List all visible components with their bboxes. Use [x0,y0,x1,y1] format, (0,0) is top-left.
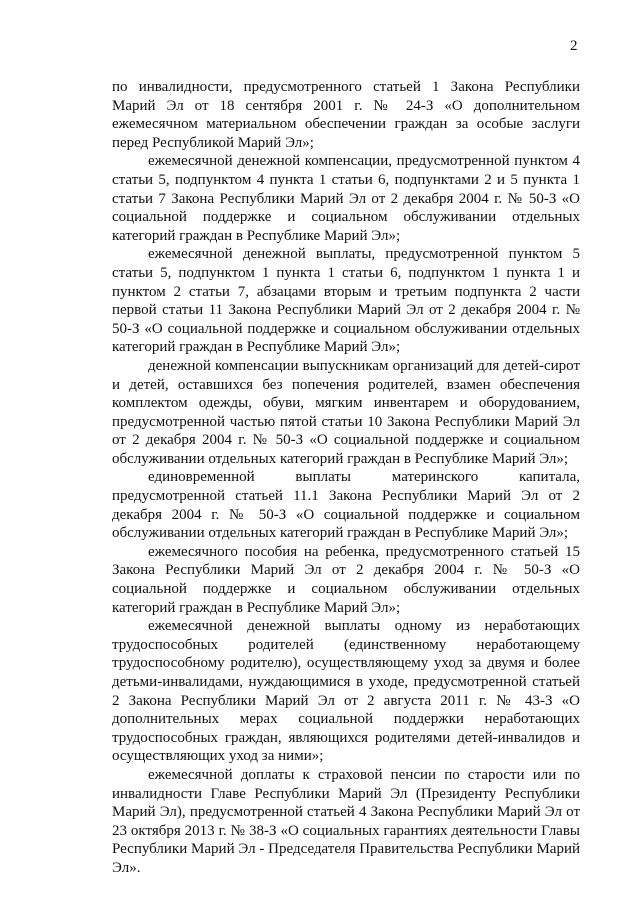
paragraph: денежной компенсации выпускникам организаций для детей-сирот и детей, оставшихся без попечения родителей, взамен обеспечения комплектом одежды, обуви, мягким инвентарем и оборудованием, предусмотренной частью пятой статьи 10 Закона Республики Марий Эл от 2 декабря 2004 г. № 50-З «О социальной поддержке и социальном обслуживании отдельных категорий граждан в Республике Марий Эл»; [112,357,580,467]
paragraph: ежемесячной денежной выплаты, предусмотренной пунктом 5 статьи 5, подпунктом 1 пункта 1 статьи 6, подпунктом 1 пункта 1 и пунктом 2 статьи 7, абзацами вторым и третьим подпункта 2 части первой статьи 11 Закона Республики Марий Эл от 2 декабря 2004 г. № 50-З «О социальной поддержке и социальном обслуживании отдельных категорий граждан в Республике Марий Эл»; [112,246,580,356]
document-body [112,78,580,878]
paragraph: ежемесячной денежной компенсации, предусмотренной пунктом 4 статьи 5, подпунктом 4 пункта 1 статьи 6, подпунктами 2 и 5 пункта 1 статьи 7 Закона Республики Марий Эл от 2 декабря 2004 г. № 50-З «О социальной поддержке и социальном обслуживании отдельных категорий граждан в Республике Марий Эл»; [112,153,580,244]
paragraph: ежемесячного пособия на ребенка, предусмотренного статьей 15 Закона Республики Марий Эл от 2 декабря 2004 г. № 50-З «О социальной поддержке и социальном обслуживании отдельных категорий граждан в Республике Марий Эл»; [112,543,580,616]
paragraph: по инвалидности, предусмотренного статьей 1 Закона Республики Марий Эл от 18 сентября 2001 г. № 24-З «О дополнительном ежемесячном материальном обеспечении граждан за особые заслуги перед Республикой Марий Эл»; [112,79,580,151]
paragraph: ежемесячной доплаты к страховой пенсии по старости или по инвалидности Главе Республики Марий Эл (Президенту Республики Марий Эл), предусмотренной статьей 4 Закона Республики Марий Эл от 23 октября 2013 г. № 38-З «О социальных гарантиях деятельности Главы Республики Марий Эл - Председателя Правительства Республики Марий Эл». [112,766,580,876]
paragraph: единовременной выплаты материнского капитала, предусмотренной статьей 11.1 Закона Республики Марий Эл от 2 декабря 2004 г. № 50-З «О социальной поддержке и социальном обслуживании отдельных категорий граждан в Республике Марий Эл»; [112,469,580,542]
page-number: 2 [570,38,578,54]
paragraph: ежемесячной денежной выплаты одному из неработающих трудоспособных родителей (единственному неработающему трудоспособному родителю), осуществляющему уход за двумя и более детьми-инвалидами, нуждающимися в уходе, предусмотренной статьей 2 Закона Республики Марий Эл от 2 августа 2011 г. № 43-З «О дополнительных мерах социальной поддержки неработающих трудоспособных граждан, являющихся родителями детей-инвалидов и осуществляющих уход за ними»; [112,618,580,765]
